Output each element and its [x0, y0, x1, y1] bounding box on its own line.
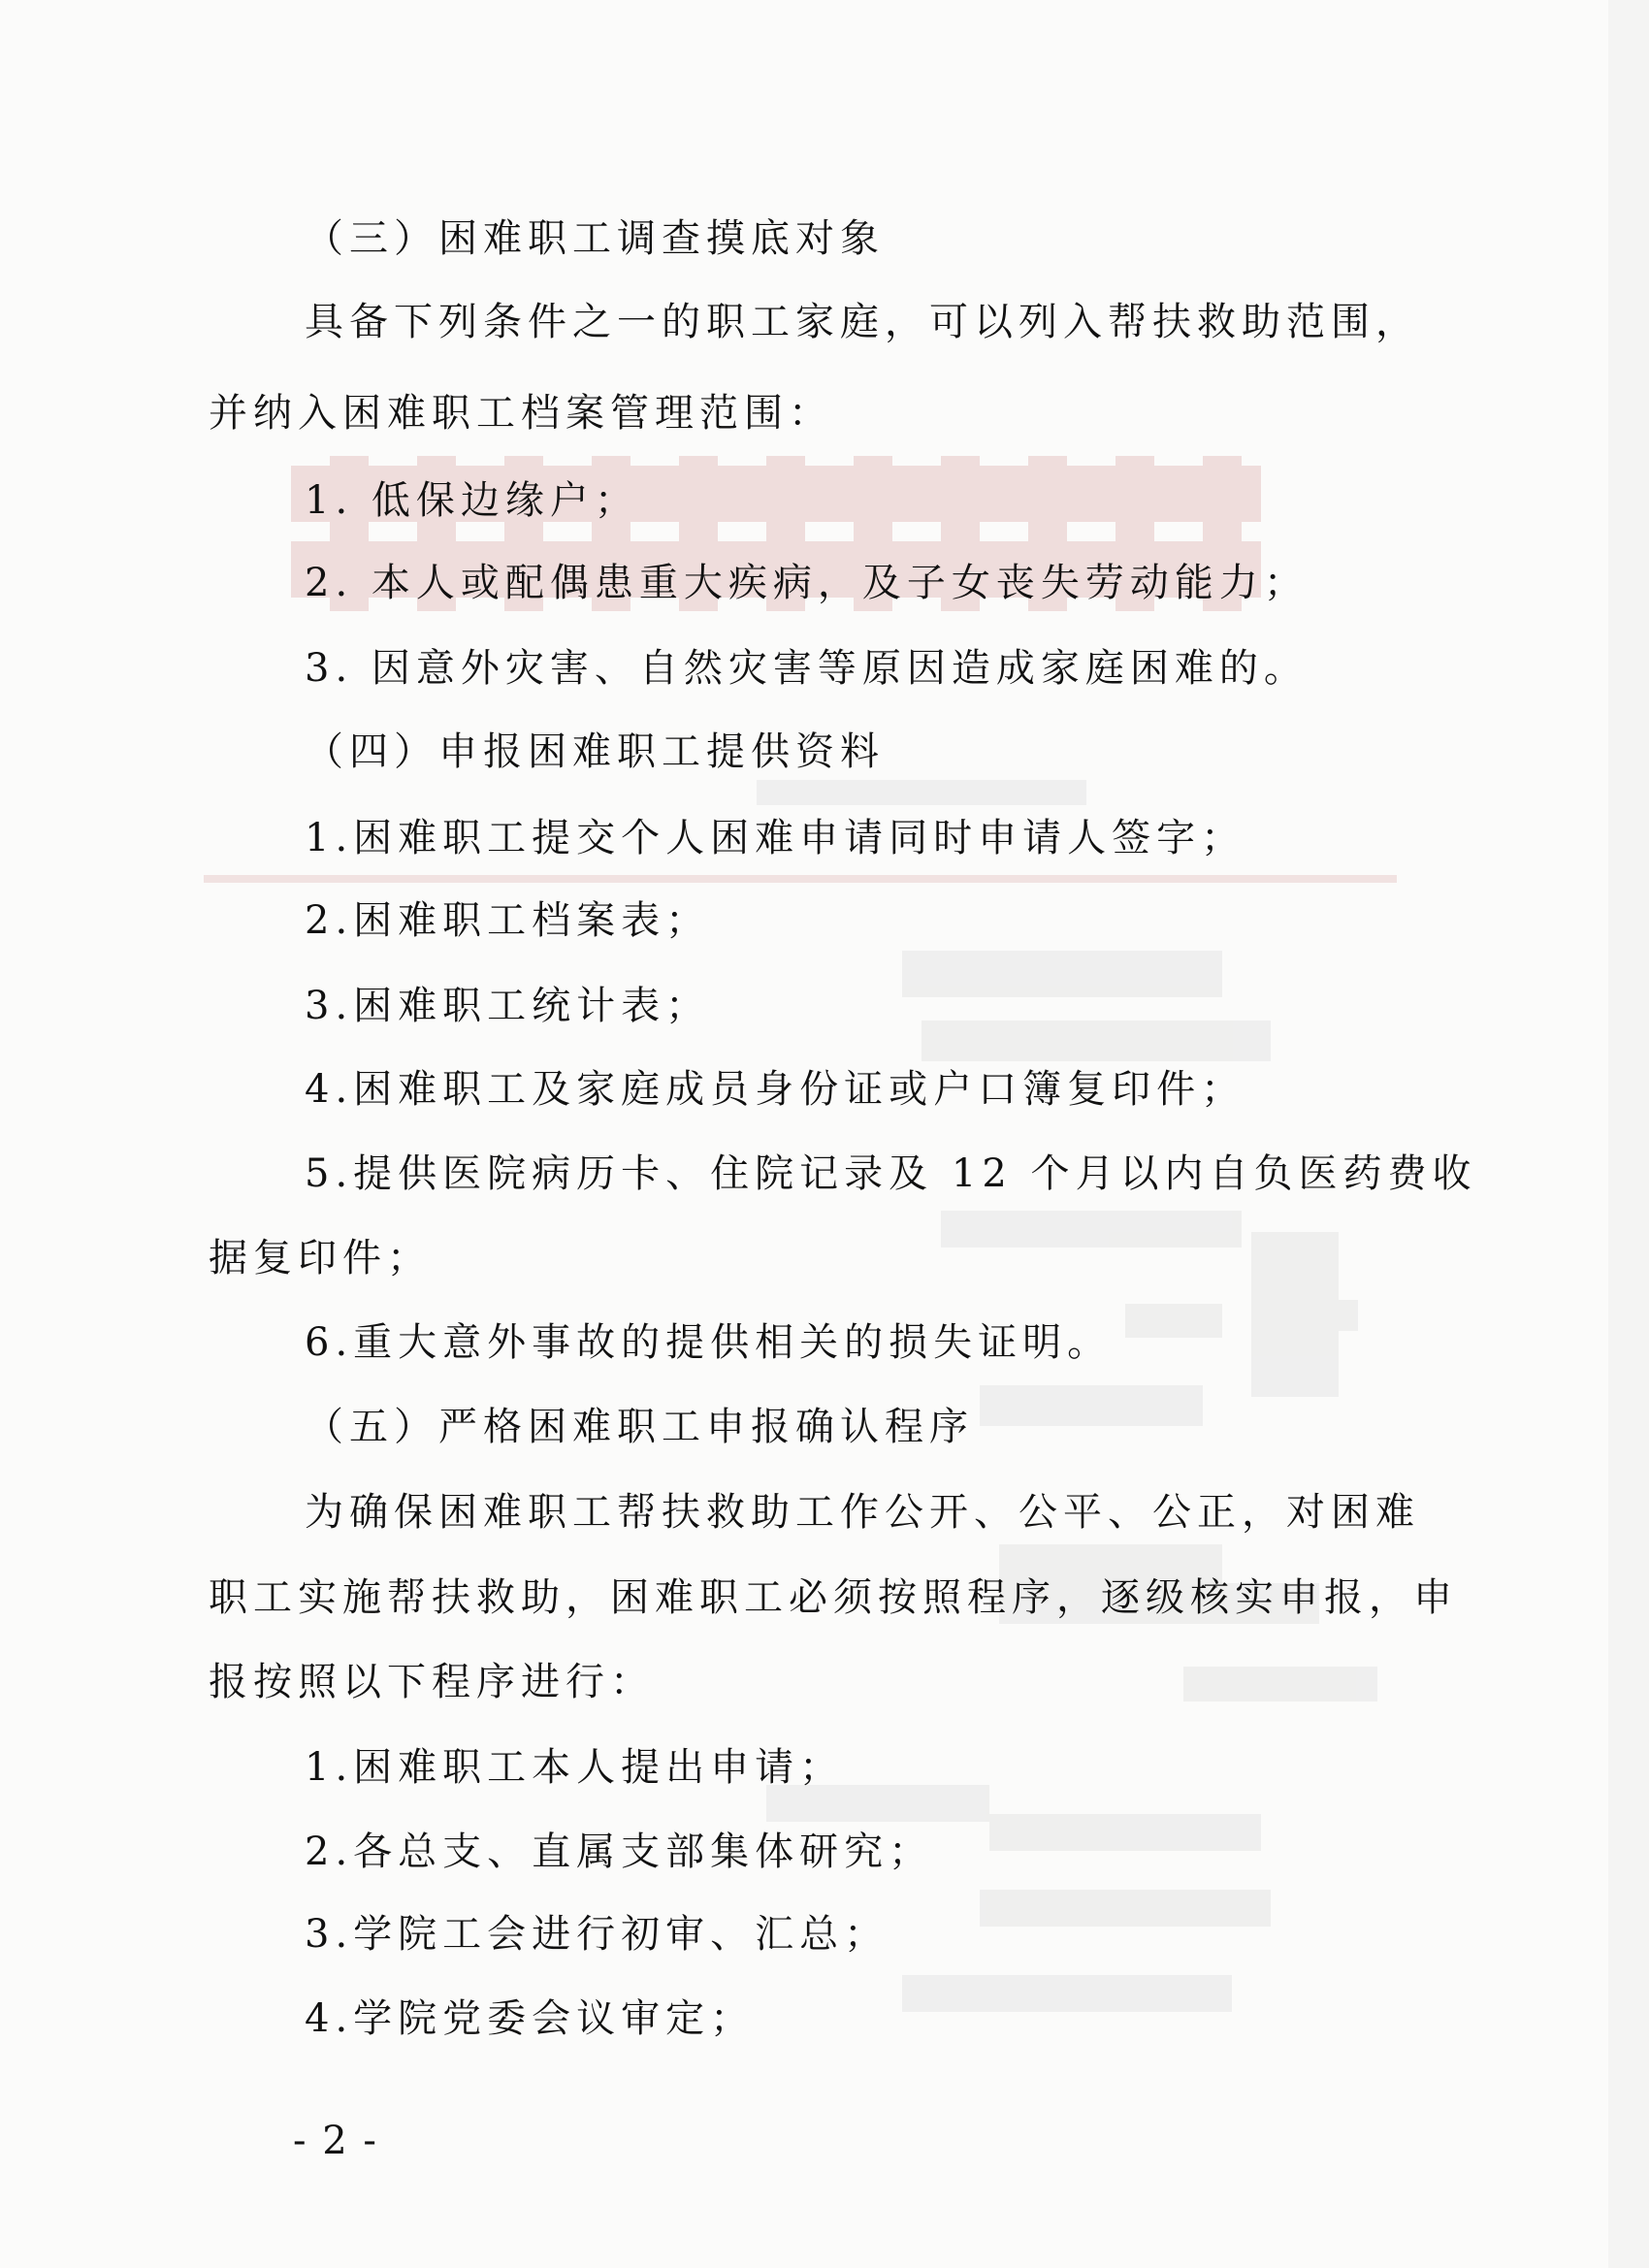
section-heading-three: （三）困难职工调查摸底对象	[305, 216, 885, 261]
section-heading-four: （四）申报困难职工提供资料	[305, 729, 885, 774]
divider-bleed-shape	[204, 875, 1397, 883]
materials-item-5-line-1: 5.提供医院病历卡、住院记录及 12 个月以内自负医药费收	[305, 1151, 1477, 1196]
page-number: - 2 -	[293, 2119, 378, 2163]
procedure-item-1: 1.困难职工本人提出申请；	[305, 1745, 845, 1790]
eligibility-item-1: 1. 低保边缘户；	[305, 478, 639, 523]
materials-item-4: 4.困难职工及家庭成员身份证或户口簿复印件；	[305, 1067, 1246, 1112]
materials-item-5-line-2: 据复印件；	[209, 1236, 432, 1280]
eligibility-item-3: 3. 因意外灾害、自然灾害等原因造成家庭困难的。	[305, 646, 1309, 691]
right-edge-shadow	[1608, 0, 1649, 2268]
procedure-paragraph-line-3: 报按照以下程序进行：	[209, 1660, 655, 1704]
procedure-item-2: 2.各总支、直属支部集体研究；	[305, 1830, 934, 1874]
eligibility-item-2: 2. 本人或配偶患重大疾病，及子女丧失劳动能力；	[305, 561, 1309, 605]
procedure-paragraph-line-1: 为确保困难职工帮扶救助工作公开、公平、公正，对困难	[305, 1490, 1420, 1535]
materials-item-3: 3.困难职工统计表；	[305, 984, 711, 1028]
section-heading-five: （五）严格困难职工申报确认程序	[305, 1405, 974, 1449]
procedure-paragraph-line-2: 职工实施帮扶救助，困难职工必须按照程序，逐级核实申报，申	[209, 1575, 1458, 1620]
materials-item-6: 6.重大意外事故的提供相关的损失证明。	[305, 1320, 1113, 1365]
paragraph-eligibility-line-1: 具备下列条件之一的职工家庭，可以列入帮扶救助范围，	[305, 300, 1420, 344]
paragraph-eligibility-line-2: 并纳入困难职工档案管理范围：	[209, 391, 833, 436]
gray-bleed-shape	[757, 780, 1377, 2012]
materials-item-1: 1.困难职工提交个人困难申请同时申请人签字；	[305, 816, 1246, 860]
procedure-item-4: 4.学院党委会议审定；	[305, 1996, 756, 2041]
materials-item-2: 2.困难职工档案表；	[305, 898, 711, 943]
procedure-item-3: 3.学院工会进行初审、汇总；	[305, 1912, 889, 1957]
